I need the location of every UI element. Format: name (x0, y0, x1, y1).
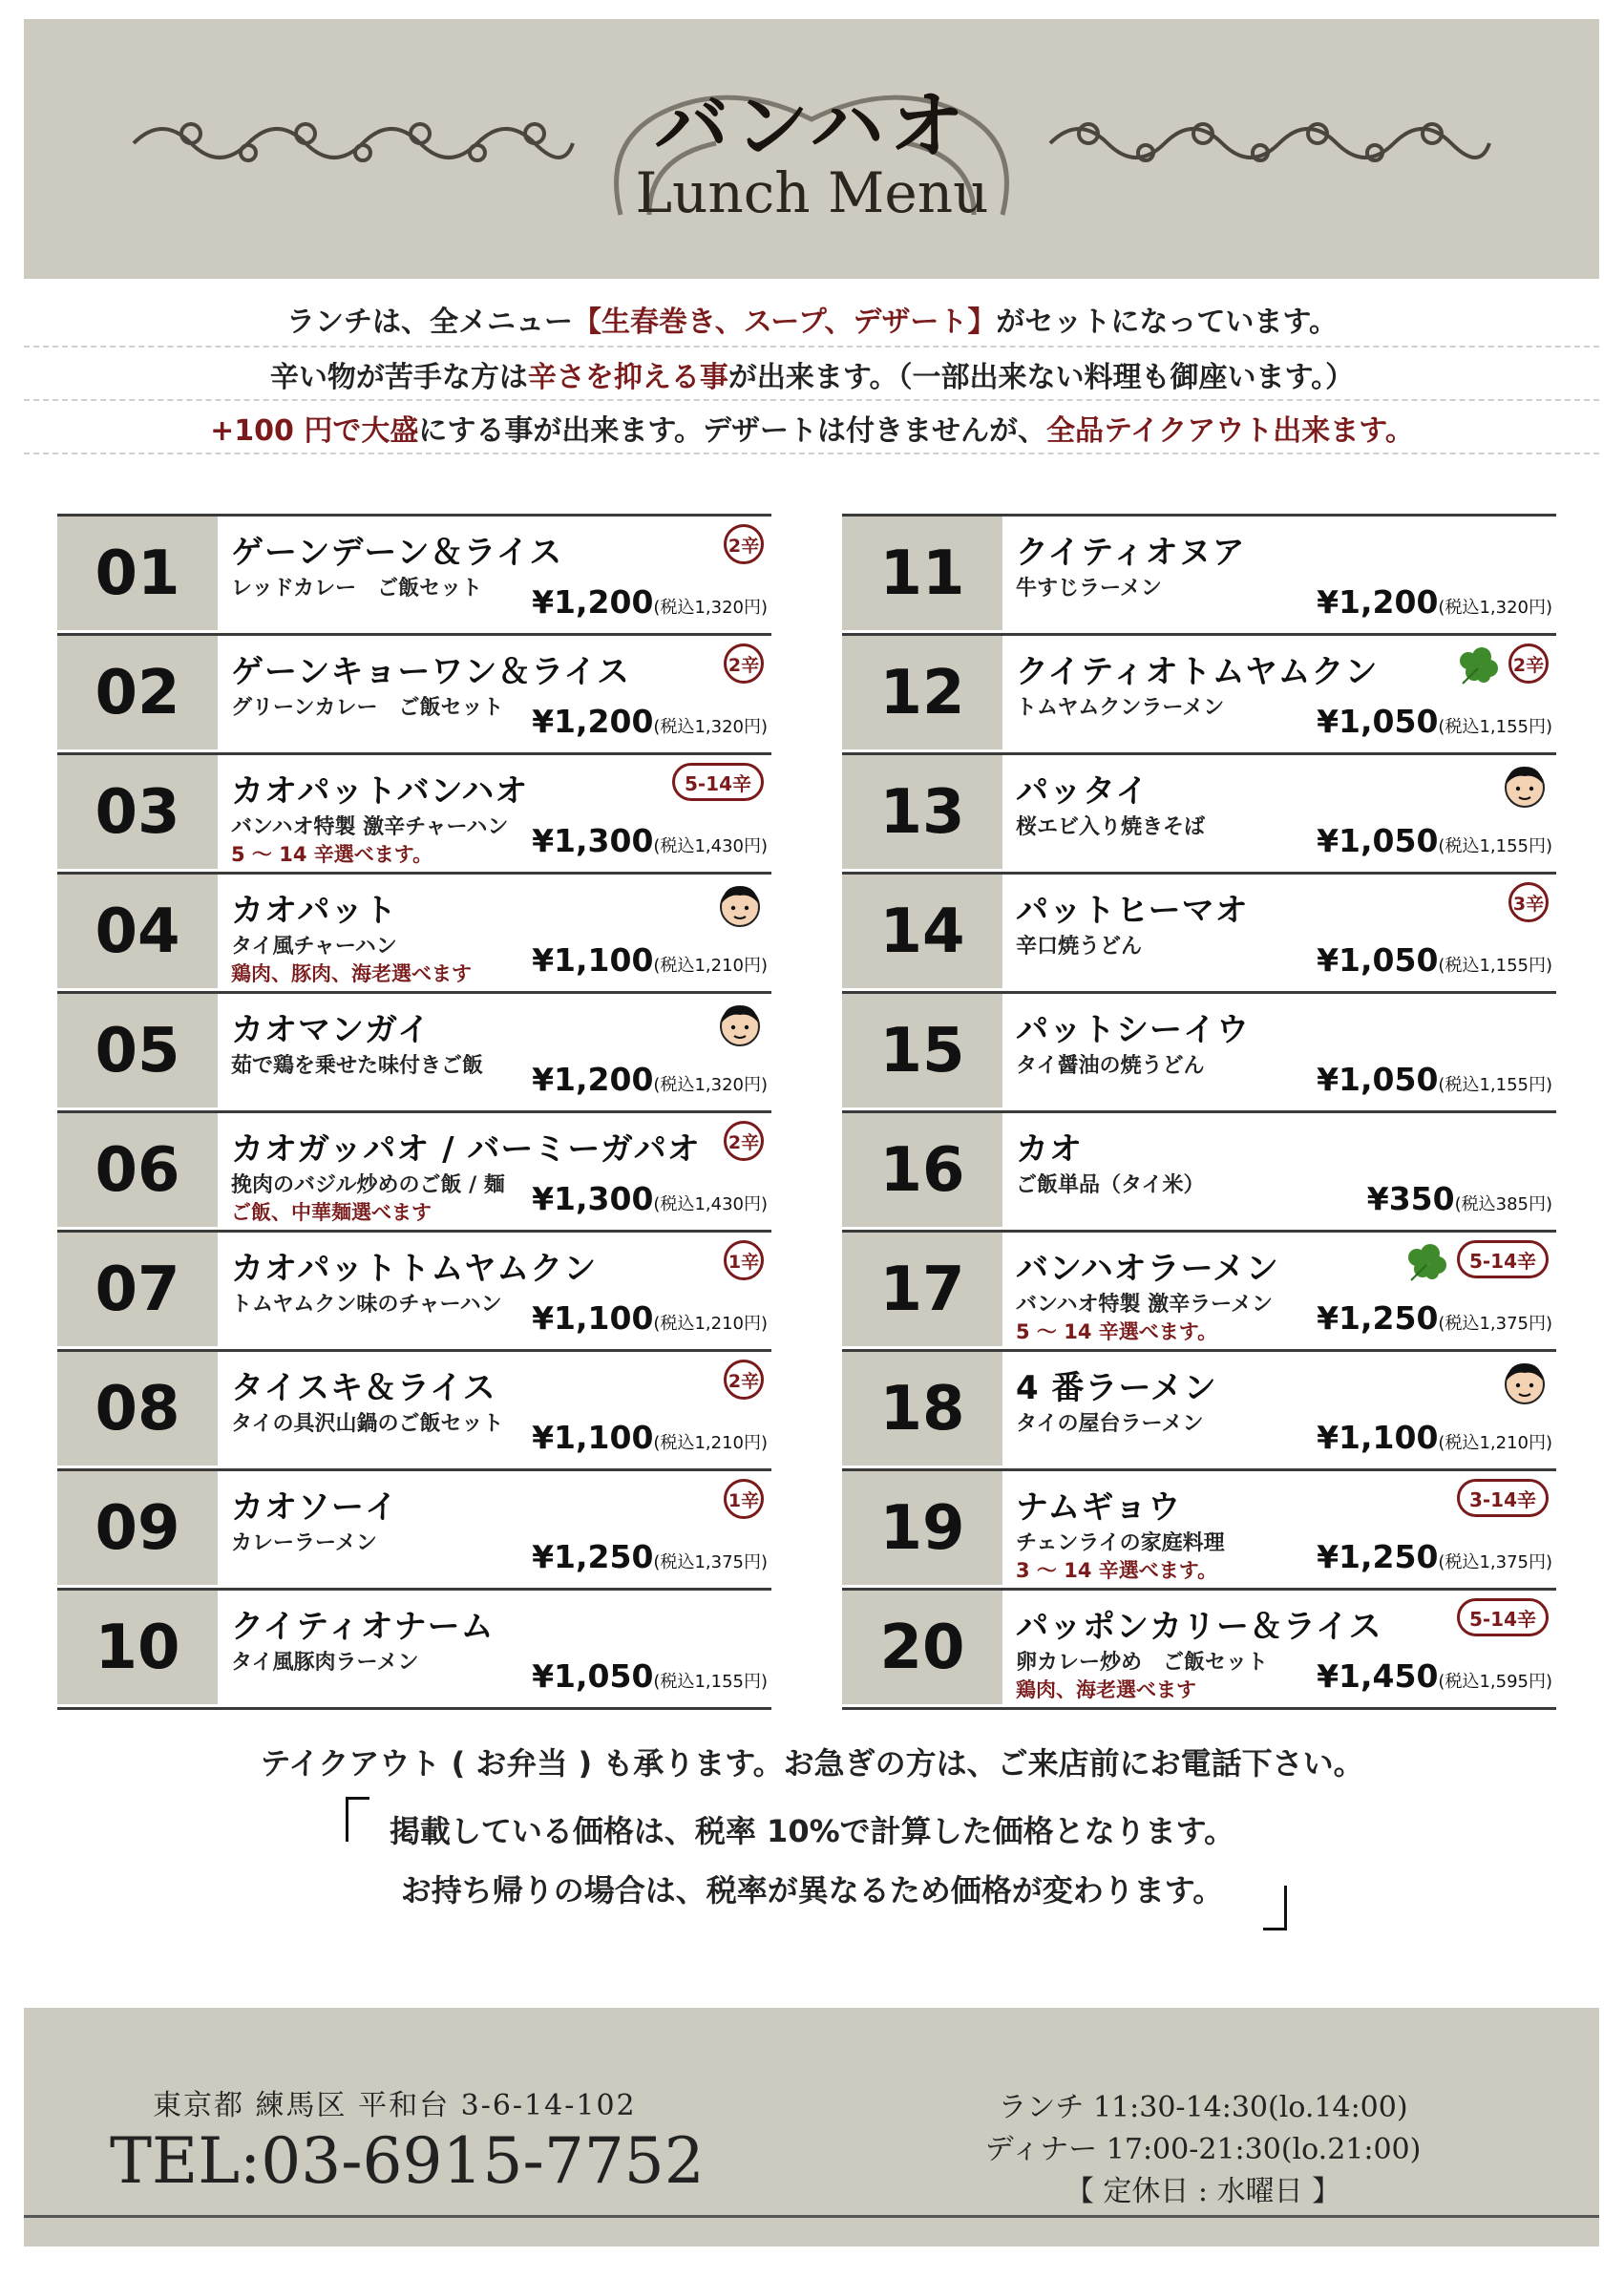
item-price (1317, 822, 1552, 859)
item-name: タイスキ＆ライス (231, 1369, 496, 1407)
price-tax-included: (税込1,210円) (653, 956, 768, 976)
item-number: 14 (842, 875, 1002, 988)
intro-text: ランチは、全メニュー (285, 306, 573, 339)
spice-level-badge: 5-14辛 (1457, 1598, 1549, 1636)
item-number: 01 (57, 517, 218, 630)
herb-leaf-icon (1405, 1244, 1449, 1282)
dinner-hours: ディナー 17:00-21:30(lo.21:00) (984, 2133, 1422, 2166)
menu-item (57, 1591, 771, 1710)
price-value: ¥1,100 (1317, 1419, 1439, 1456)
item-number: 11 (842, 517, 1002, 630)
item-number: 03 (57, 755, 218, 869)
price-value: ¥1,200 (532, 1061, 654, 1098)
intro-line-2 (0, 353, 1624, 395)
item-name: クイティオトムヤムクン (1016, 653, 1379, 691)
item-description: タイの屋台ラーメン (1016, 1412, 1204, 1436)
mild-face-icon (718, 882, 762, 928)
item-price (1317, 1299, 1552, 1337)
item-name: カオソーイ (231, 1488, 398, 1527)
menu-item (842, 636, 1556, 755)
menu-item (842, 1113, 1556, 1233)
item-option-note: 3 ～ 14 辛選べます。 (1016, 1559, 1218, 1582)
item-number: 17 (842, 1233, 1002, 1346)
item-price (1317, 1419, 1552, 1456)
intro-text: 辛い物が苦手な方は (269, 361, 528, 394)
menu-item (57, 875, 771, 994)
item-price (1367, 1180, 1552, 1217)
item-option-note: 5 ～ 14 辛選べます。 (1016, 1320, 1218, 1343)
item-number: 05 (57, 994, 218, 1107)
menu-item (57, 755, 771, 875)
menu-item (57, 1471, 771, 1591)
item-option-note: 5 ～ 14 辛選べます。 (231, 843, 433, 866)
menu-list-left (57, 514, 771, 1710)
menu-item (57, 636, 771, 755)
item-description: 牛すじラーメン (1016, 577, 1162, 601)
menu-item (842, 875, 1556, 994)
item-name: ゲーンキョーワン＆ライス (231, 653, 630, 691)
herb-leaf-icon (1457, 647, 1501, 686)
price-value: ¥1,050 (1317, 703, 1439, 740)
intro-highlight: 【生春巻き、スープ、デザート】 (572, 306, 997, 339)
intro-text: にする事が出来ます。デザートは付きませんが、 (418, 414, 1046, 448)
spice-level-badge: 2辛 (1508, 643, 1549, 684)
item-description: トムヤムクンラーメン (1016, 696, 1225, 720)
price-tax-included: (税込1,320円) (1438, 598, 1552, 618)
item-price (532, 1180, 768, 1217)
price-tax-included: (税込1,155円) (1438, 717, 1552, 737)
address: 東京都 練馬区 平和台 3-6-14-102 (153, 2089, 637, 2122)
item-description: グリーンカレー ご飯セット (231, 696, 504, 720)
price-tax-included: (税込1,320円) (653, 1075, 768, 1095)
menu-item (842, 1471, 1556, 1591)
item-option-note: 鶏肉、海老選べます (1016, 1678, 1196, 1701)
price-value: ¥1,050 (1317, 941, 1439, 979)
item-number: 13 (842, 755, 1002, 869)
menu-subtitle: Lunch Menu (635, 160, 989, 225)
price-value: ¥1,050 (1317, 1061, 1439, 1098)
item-name: バンハオラーメン (1016, 1250, 1279, 1288)
divider (24, 399, 1599, 401)
tax-notice-2: お持ち帰りの場合は、税率が異なるため価格が変わります。 (400, 1872, 1224, 1909)
item-number: 16 (842, 1113, 1002, 1227)
intro-highlight: 全品テイクアウト出来ます。 (1045, 414, 1414, 448)
price-value: ¥1,300 (532, 1180, 654, 1217)
spice-level-badge: 2辛 (724, 1121, 764, 1161)
price-tax-included: (税込1,210円) (653, 1314, 768, 1334)
item-price (1317, 1061, 1552, 1098)
spice-level-badge: 1辛 (724, 1479, 764, 1519)
item-description: 桜エビ入り焼きそば (1016, 815, 1206, 839)
price-value: ¥1,300 (532, 822, 654, 859)
close-bracket (1263, 1886, 1287, 1930)
item-name: カオパット (231, 892, 398, 930)
item-description: タイ醤油の焼うどん (1016, 1054, 1205, 1078)
item-number: 04 (57, 875, 218, 988)
item-number: 12 (842, 636, 1002, 749)
price-tax-included: (税込1,210円) (1438, 1433, 1552, 1453)
item-price (532, 1419, 768, 1456)
price-tax-included: (税込1,210円) (653, 1433, 768, 1453)
menu-item (842, 994, 1556, 1113)
item-price (1317, 1657, 1552, 1695)
mild-face-icon (1503, 763, 1547, 809)
menu-item (57, 514, 771, 636)
item-description: 辛口焼うどん (1016, 935, 1143, 959)
price-value: ¥1,100 (532, 1419, 654, 1456)
price-value: ¥1,200 (532, 703, 654, 740)
divider (24, 346, 1599, 348)
price-value: ¥350 (1366, 1180, 1455, 1217)
item-number: 09 (57, 1471, 218, 1585)
item-description: バンハオ特製 激辛チャーハン (231, 815, 509, 839)
intro-highlight: 辛さを抑える事 (527, 361, 728, 394)
item-name: ナムギョウ (1016, 1488, 1182, 1527)
price-value: ¥1,250 (1317, 1538, 1439, 1575)
spice-level-badge: 3辛 (1508, 882, 1549, 922)
item-price (532, 822, 768, 859)
item-number: 07 (57, 1233, 218, 1346)
price-value: ¥1,100 (532, 1299, 654, 1337)
spice-level-badge: 2辛 (724, 524, 764, 564)
lunch-hours: ランチ 11:30-14:30(lo.14:00) (998, 2091, 1408, 2124)
item-name: カオガッパオ / バーミーガパオ (231, 1130, 701, 1169)
menu-item (842, 1591, 1556, 1710)
menu-item (842, 1233, 1556, 1352)
price-tax-included: (税込1,595円) (1438, 1672, 1552, 1692)
divider (24, 453, 1599, 454)
item-price (1317, 1538, 1552, 1575)
price-tax-included: (税込1,320円) (653, 598, 768, 618)
spice-level-badge: 5-14辛 (1457, 1240, 1549, 1278)
menu-item (57, 994, 771, 1113)
item-name: カオパットトムヤムクン (231, 1250, 598, 1288)
item-description: 卵カレー炒め ご飯セット (1016, 1651, 1269, 1675)
menu-item (842, 1352, 1556, 1471)
item-name: クイティオナーム (231, 1608, 495, 1646)
spice-level-badge: 1辛 (724, 1240, 764, 1280)
tax-notice-1: 掲載している価格は、税率 10%で計算した価格となります。 (389, 1813, 1235, 1849)
mild-face-icon (1503, 1360, 1547, 1405)
item-description: レッドカレー ご飯セット (231, 577, 483, 601)
menu-item (57, 1233, 771, 1352)
item-price (1317, 703, 1552, 740)
item-name: パッタイ (1016, 772, 1149, 811)
item-number: 06 (57, 1113, 218, 1227)
item-price (532, 1657, 768, 1695)
price-tax-included: (税込1,375円) (1438, 1552, 1552, 1572)
price-tax-included: (税込1,155円) (653, 1672, 768, 1692)
mild-face-icon (718, 1002, 762, 1047)
item-price (1317, 583, 1552, 621)
spice-level-badge: 5-14辛 (672, 763, 764, 801)
price-tax-included: (税込1,375円) (1438, 1314, 1552, 1334)
price-tax-included: (税込1,155円) (1438, 836, 1552, 856)
price-value: ¥1,050 (532, 1657, 654, 1695)
menu-item (57, 1113, 771, 1233)
item-price (532, 1538, 768, 1575)
item-price (532, 1061, 768, 1098)
item-number: 10 (57, 1591, 218, 1704)
item-description: チェンライの家庭料理 (1016, 1531, 1225, 1555)
item-description: バンハオ特製 激辛ラーメン (1016, 1293, 1274, 1317)
item-number: 15 (842, 994, 1002, 1107)
item-price (1317, 941, 1552, 979)
item-description: タイ風豚肉ラーメン (231, 1651, 419, 1675)
item-name: カオ (1016, 1130, 1083, 1169)
item-name: ゲーンデーン＆ライス (231, 534, 563, 572)
price-tax-included: (税込1,320円) (653, 717, 768, 737)
item-name: パットヒーマオ (1016, 892, 1249, 930)
intro-text: が出来ます。（一部出来ない料理も御座います。） (728, 361, 1355, 394)
item-name: カオマンガイ (231, 1011, 431, 1049)
price-value: ¥1,250 (532, 1538, 654, 1575)
closed-day: 【 定休日 : 水曜日 】 (1065, 2175, 1341, 2208)
menu-list-right (842, 514, 1556, 1710)
price-value: ¥1,200 (1317, 583, 1439, 621)
footer-rule (24, 2215, 1599, 2218)
takeout-notice: テイクアウト ( お弁当 ) も承ります。お急ぎの方は、ご来店前にお電話下さい。 (260, 1745, 1364, 1782)
item-description: トムヤムクン味のチャーハン (231, 1293, 502, 1317)
price-tax-included: (税込385円) (1454, 1194, 1552, 1214)
item-number: 02 (57, 636, 218, 749)
item-price (532, 941, 768, 979)
spice-level-badge: 2辛 (724, 1360, 764, 1400)
item-price (532, 583, 768, 621)
item-description: 挽肉のバジル炒めのご飯 / 麺 (231, 1173, 505, 1197)
price-tax-included: (税込1,375円) (653, 1552, 768, 1572)
item-description: ご飯単品（タイ米） (1016, 1173, 1205, 1197)
intro-line-1 (0, 298, 1624, 340)
intro-highlight: +100 円で大盛 (210, 414, 419, 448)
price-tax-included: (税込1,430円) (653, 1194, 768, 1214)
spice-level-badge: 3-14辛 (1457, 1479, 1549, 1517)
price-value: ¥1,050 (1317, 822, 1439, 859)
item-description: 茹で鶏を乗せた味付きご飯 (231, 1054, 484, 1078)
menu-item (842, 755, 1556, 875)
item-number: 20 (842, 1591, 1002, 1704)
item-option-note: 鶏肉、豚肉、海老選べます (231, 962, 472, 985)
phone-number: TEL:03-6915-7752 (110, 2124, 705, 2198)
price-value: ¥1,200 (532, 583, 654, 621)
item-description: タイ風チャーハン (231, 935, 397, 959)
price-value: ¥1,100 (532, 941, 654, 979)
menu-item (57, 1352, 771, 1471)
item-description: カレーラーメン (231, 1531, 377, 1555)
price-tax-included: (税込1,155円) (1438, 1075, 1552, 1095)
item-name: パッポンカリー＆ライス (1016, 1608, 1382, 1646)
item-name: 4 番ラーメン (1016, 1369, 1217, 1407)
item-name: クイティオヌア (1016, 534, 1246, 572)
menu-item (842, 514, 1556, 636)
item-number: 19 (842, 1471, 1002, 1585)
item-price (532, 703, 768, 740)
item-price (532, 1299, 768, 1337)
item-option-note: ご飯、中華麺選べます (231, 1201, 432, 1224)
item-number: 18 (842, 1352, 1002, 1466)
restaurant-name: バンハオ (654, 84, 970, 170)
price-tax-included: (税込1,155円) (1438, 956, 1552, 976)
item-name: パットシーイウ (1016, 1011, 1250, 1049)
price-value: ¥1,450 (1317, 1657, 1439, 1695)
price-value: ¥1,250 (1317, 1299, 1439, 1337)
item-name: カオパットバンハオ (231, 772, 529, 811)
item-description: タイの具沢山鍋のご飯セット (231, 1412, 504, 1436)
item-number: 08 (57, 1352, 218, 1466)
intro-text: がセットになっています。 (996, 306, 1338, 339)
intro-line-3 (0, 407, 1624, 449)
spice-level-badge: 2辛 (724, 643, 764, 684)
price-tax-included: (税込1,430円) (653, 836, 768, 856)
